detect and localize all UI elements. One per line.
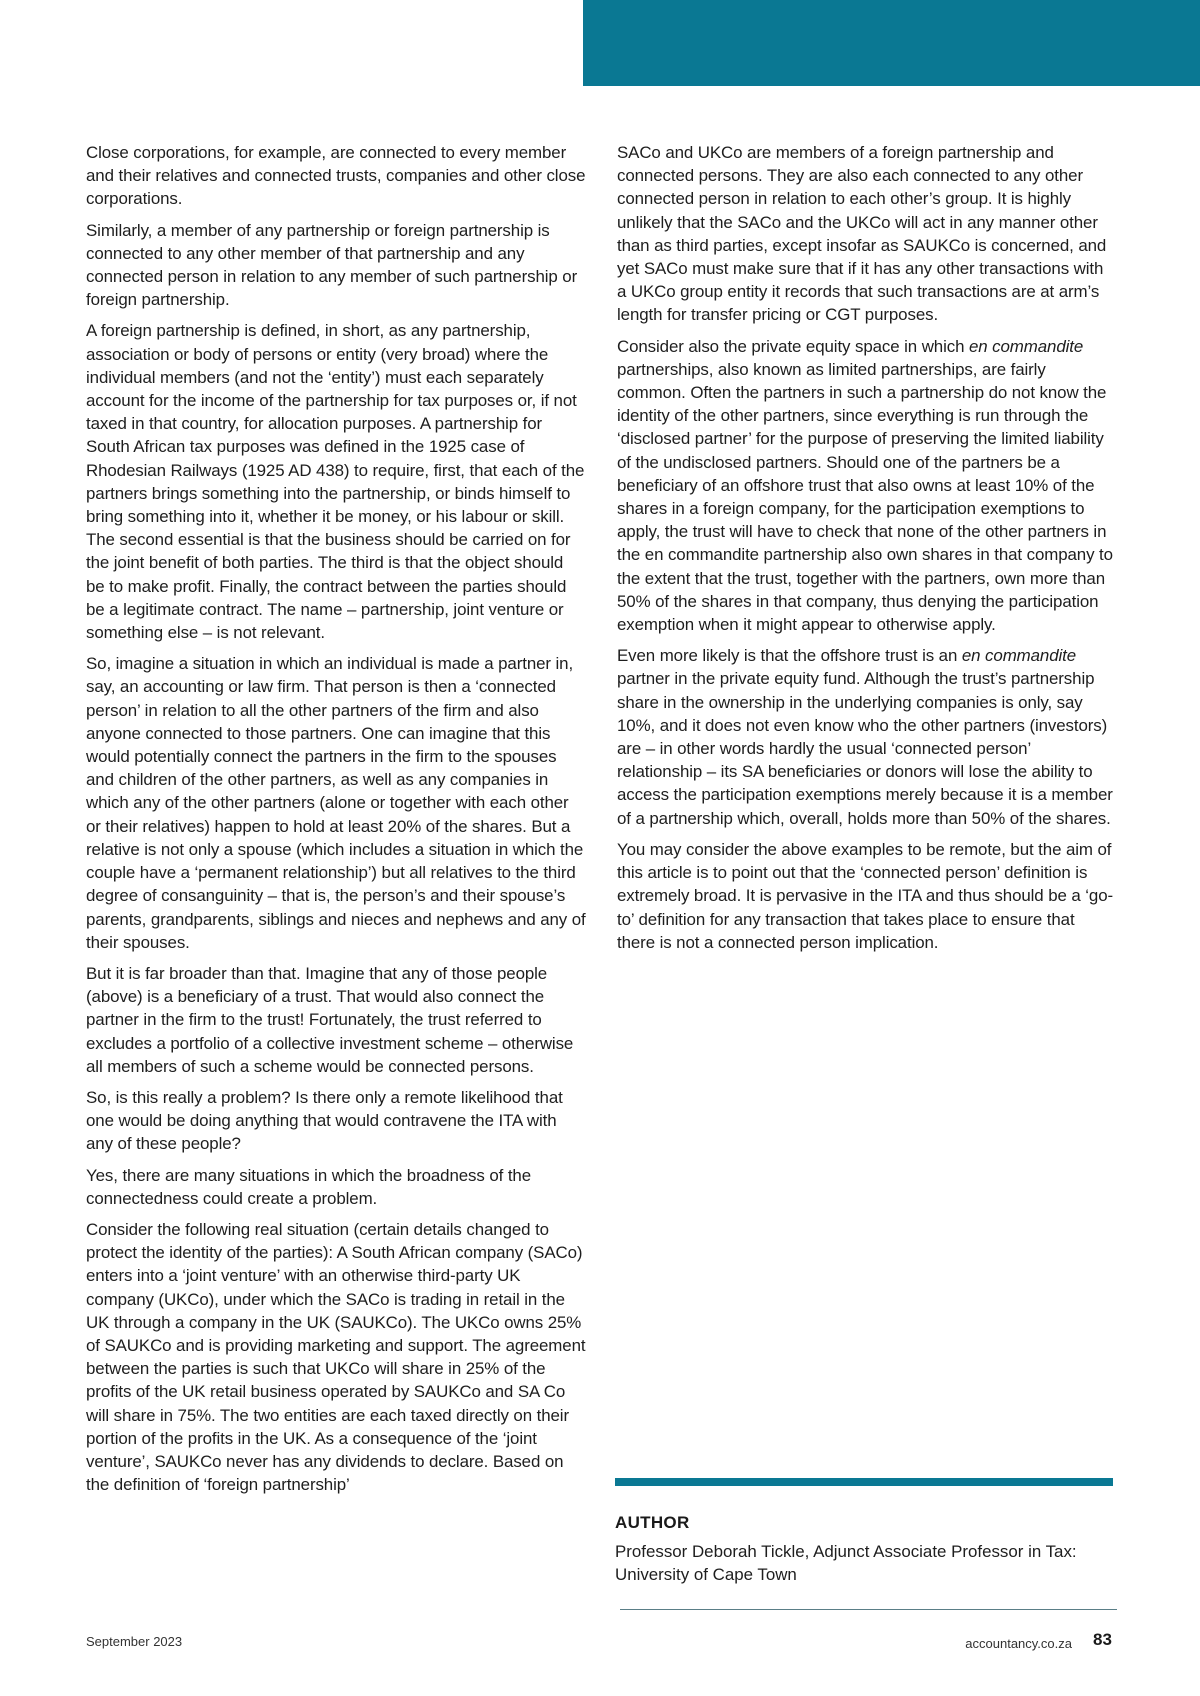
paragraph: Close corporations, for example, are connected to every member and their relatives and connected trusts, companies and other close corporations. xyxy=(86,143,586,209)
paragraph: So, imagine a situation in which an individual is made a partner in, say, an accounting or law firm. That person is then a ‘connected person’ in relation to all the other partners of the firm and also anyone connected to those partners. One can imagine that this would potentially connect the partners in the firm to the spouses and children of the other partners, as well as any companies in which any of the other partners (alone or together with each other or their relatives) happen to hold at least 20% of the shares. But a relative is not only a spouse (which includes a situation in which the couple have a ‘permanent relationship’) but all relatives to the third degree of consanguinity – that is, the person’s and their spouse’s parents, grandparents, siblings and nieces and nephews and any of their spouses. xyxy=(86,654,586,952)
author-bio xyxy=(615,1540,1115,1586)
paragraph: Consider the following real situation (certain details changed to protect the identity of the parties): A South African company (SACo) enters into a ‘joint venture’ with an otherwise third-party UK company (UKCo), under which the SACo is trading in retail in the UK through a company in the UK (SAUKCo). The UKCo owns 25% of SAUKCo and is providing marketing and support. The agreement between the parties is such that UKCo will share in 25% of the profits of the UK retail business operated by SAUKCo and SA Co will share in 75%. The two entities are each taxed directly on their portion of the profits in the UK. As a consequence of the ‘joint venture’, SAUKCo never has any dividends to declare. Based on the definition of ‘foreign partnership’ xyxy=(86,1219,586,1495)
right-column xyxy=(617,141,1115,962)
author-bio-line: University of Cape Town xyxy=(615,1565,797,1584)
author-divider-top xyxy=(615,1478,1113,1486)
page-number: 83 xyxy=(1093,1630,1112,1649)
italic-term: en commandite xyxy=(968,336,1084,356)
author-bio-line: Professor Deborah Tickle, Adjunct Associate Professor in Tax: xyxy=(615,1542,1077,1561)
author-heading: AUTHOR xyxy=(615,1513,690,1532)
paragraph: So, is this really a problem? Is there only a remote likelihood that one would be doing anything that would contravene the ITA with any of these people? xyxy=(86,1087,563,1154)
text-run: partner in the private equity fund. Although the trust’s partnership share in the ownership in the underlying companies is only, say 10%, and it does not even know who the other partners (investors) are – in other words hardly the usual ‘connected person’ relationship – its SA beneficiaries or donors will lose the ability to access the participation exemptions merely because it is a member of a partnership which, overall, holds more than 50% of the shares. xyxy=(617,669,1113,828)
author-divider-bottom xyxy=(620,1609,1117,1610)
footer-site-link[interactable]: accountancy.co.za xyxy=(965,1636,1072,1651)
paragraph: Yes, there are many situations in which the broadness of the connectedness could create a problem. xyxy=(86,1165,531,1208)
left-column xyxy=(86,141,586,1504)
paragraph: SACo and UKCo are members of a foreign partnership and connected persons. They are also each connected to any other connected person in relation to each other’s group. It is highly unlikely that the SACo and the UKCo will act in any manner other than as third parties, except insofar as SAUKCo is concerned, and yet SACo must make sure that if it has any other transactions with a UKCo group entity it records that such transactions are at arm’s length for transfer pricing or CGT purposes. xyxy=(617,143,1107,325)
top-banner xyxy=(583,0,1200,86)
italic-term: en commandite xyxy=(961,646,1077,666)
paragraph: But it is far broader than that. Imagine that any of those people (above) is a beneficiary of a trust. That would also connect the partner in the firm to the trust! Fortunately, the trust referred to excludes a portfolio of a collective investment scheme – otherwise all members of such a scheme would be connected persons. xyxy=(86,963,574,1076)
text-run: partnerships, also known as limited partnerships, are fairly common. Often the partners in such a partnership do not know the identity of the other partners, since everything is run through the ‘disclosed partner’ for the purpose of preserving the limited liability of the undisclosed partners. Should one of the partners be a beneficiary of an offshore trust that also owns at least 10% of the shares in a foreign company, for the participation exemptions to apply, the trust will have to check that none of the other partners in the en commandite partnership also own shares in that company to the extent that the trust, together with the partners, own more than 50% of the shares in that company, thus denying the participation exemption when it might appear to otherwise apply. xyxy=(617,359,1113,635)
text-run: Even more likely is that the offshore trust is an xyxy=(617,646,962,666)
paragraph: A foreign partnership is defined, in short, as any partnership, association or body of persons or entity (very broad) where the individual members (and not the ‘entity’) must each separately account for the income of the partnership for tax purposes or, if not taxed in that country, for allocation purposes. A partnership for South African tax purposes was defined in the 1925 case of Rhodesian Railways (1925 AD 438) to require, first, that each of the partners brings something into the partnership, or binds himself to bring something into it, whether it be money, or his labour or skill. The second essential is that the business should be carried on for the joint benefit of both parties. The third is that the object should be to make profit. Finally, the contract between the parties should be a legitimate contract. The name – partnership, joint venture or something else – is not relevant. xyxy=(86,321,585,643)
paragraph: You may consider the above examples to be remote, but the aim of this article is to point out that the ‘connected person’ definition is extremely broad. It is pervasive in the ITA and thus should be a ‘go-to’ definition for any transaction that takes place to ensure that there is not a connected person implication. xyxy=(617,839,1114,952)
paragraph xyxy=(617,644,1115,830)
paragraph xyxy=(617,335,1115,637)
text-run: Consider also the private equity space in which xyxy=(617,336,969,356)
paragraph: Similarly, a member of any partnership or foreign partnership is connected to any other member of that partnership and any connected person in relation to any member of such partnership or foreign partnership. xyxy=(86,220,578,310)
footer-date: September 2023 xyxy=(86,1634,183,1649)
